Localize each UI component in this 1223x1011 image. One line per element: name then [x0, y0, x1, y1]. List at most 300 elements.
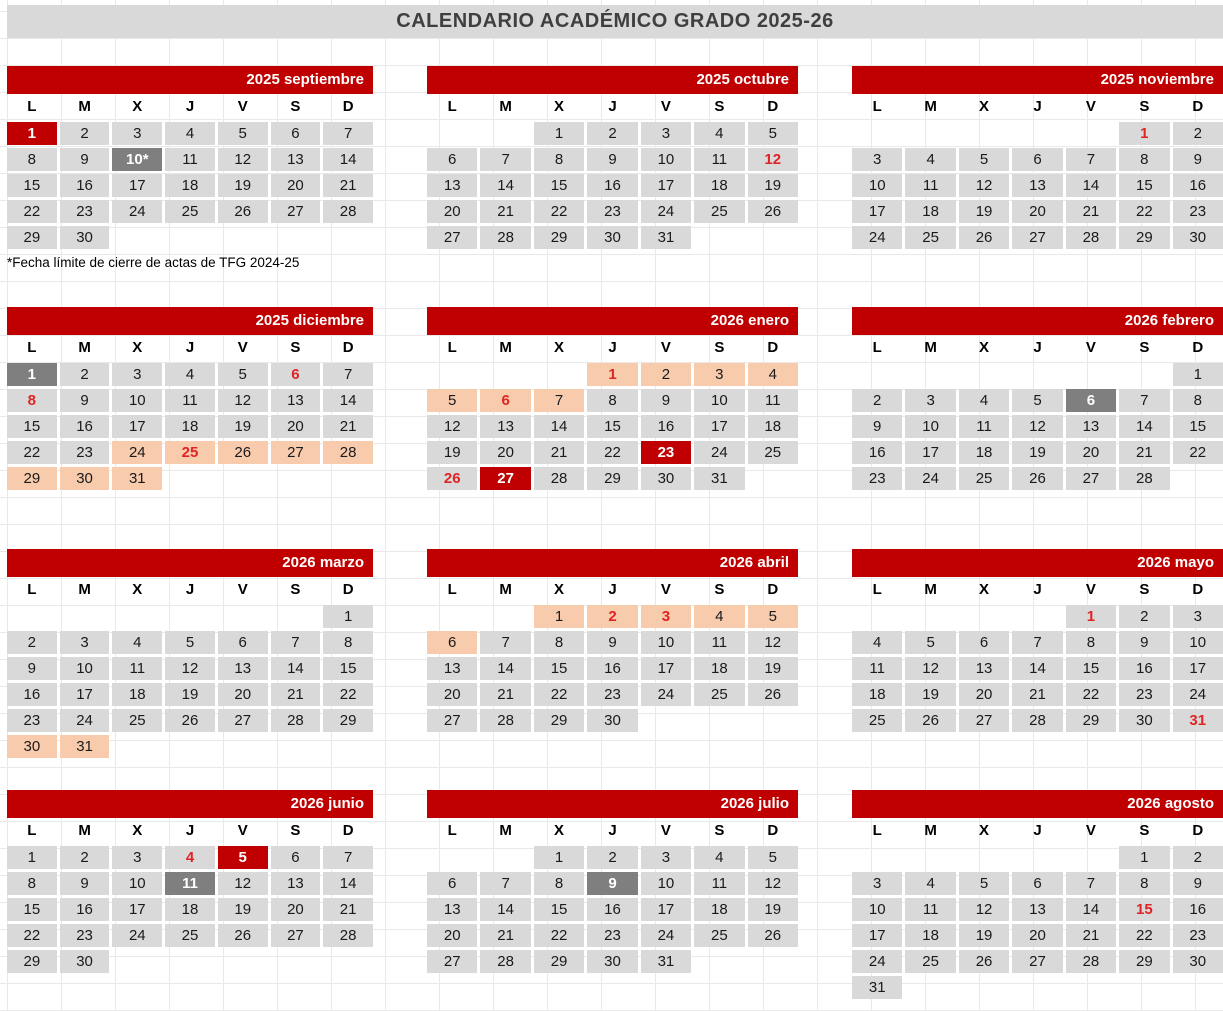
day-cell: 18	[959, 441, 1009, 464]
empty-cell	[112, 950, 162, 973]
day-cell: 11	[165, 872, 215, 895]
week-row	[852, 389, 1223, 412]
weekday-label-D: D	[342, 822, 354, 839]
weekday-label-V: V	[660, 339, 671, 356]
day-cell: 4	[694, 605, 744, 628]
day-cell: 7	[323, 363, 373, 386]
day-cell: 10	[1173, 631, 1223, 654]
empty-cell	[427, 363, 477, 386]
day-cell: 22	[587, 441, 637, 464]
day-cell: 26	[427, 467, 477, 490]
day-cell: 13	[427, 657, 477, 680]
day-cell: 21	[534, 441, 584, 464]
day-cell: 12	[427, 415, 477, 438]
day-cell: 23	[60, 200, 110, 223]
day-cell: 5	[218, 846, 268, 869]
day-cell: 17	[1173, 657, 1223, 680]
day-cell: 14	[323, 148, 373, 171]
day-cell: 20	[271, 415, 321, 438]
empty-cell	[748, 467, 798, 490]
day-cell: 9	[587, 148, 637, 171]
day-cell: 7	[534, 389, 584, 412]
day-cell: 4	[165, 363, 215, 386]
day-cell: 3	[112, 363, 162, 386]
day-cell: 16	[641, 415, 691, 438]
week-row	[427, 467, 798, 490]
month-2025-diciembre	[7, 307, 373, 490]
empty-cell	[1012, 122, 1062, 145]
day-cell: 5	[959, 148, 1009, 171]
day-cell: 22	[1119, 200, 1169, 223]
day-cell: 25	[165, 924, 215, 947]
day-cell: 31	[1173, 709, 1223, 732]
week-row	[852, 200, 1223, 223]
week-row	[7, 872, 373, 895]
empty-cell	[271, 950, 321, 973]
day-cell: 3	[694, 363, 744, 386]
day-cell: 10	[60, 657, 110, 680]
empty-cell	[905, 122, 955, 145]
day-cell: 29	[7, 226, 57, 249]
empty-cell	[480, 363, 530, 386]
day-cell: 29	[7, 950, 57, 973]
week-row	[852, 441, 1223, 464]
weekday-label-S: S	[290, 581, 301, 598]
day-cell: 26	[748, 200, 798, 223]
empty-cell	[905, 605, 955, 628]
day-cell: 25	[165, 441, 215, 464]
month-2025-octubre	[427, 66, 798, 249]
day-cell: 4	[905, 872, 955, 895]
day-cell: 10	[694, 389, 744, 412]
weekday-label-V: V	[660, 822, 671, 839]
day-cell: 19	[905, 683, 955, 706]
weekday-label-V: V	[660, 581, 671, 598]
week-row	[852, 415, 1223, 438]
day-cell: 5	[1012, 389, 1062, 412]
day-cell: 28	[1012, 709, 1062, 732]
weekday-header-row	[852, 819, 1223, 843]
week-row	[427, 363, 798, 386]
day-cell: 7	[1012, 631, 1062, 654]
day-cell: 19	[218, 898, 268, 921]
day-cell: 23	[587, 683, 637, 706]
week-row	[427, 415, 798, 438]
weekday-label-J: J	[1033, 822, 1042, 839]
day-cell: 31	[852, 976, 902, 999]
weekday-label-M: M	[499, 581, 512, 598]
day-cell: 3	[852, 148, 902, 171]
day-cell: 17	[852, 200, 902, 223]
empty-cell	[271, 735, 321, 758]
day-cell: 15	[7, 415, 57, 438]
weekday-label-X: X	[979, 822, 990, 839]
day-cell: 25	[694, 924, 744, 947]
week-row	[852, 846, 1223, 869]
day-cell: 15	[1066, 657, 1116, 680]
empty-cell	[1012, 363, 1062, 386]
day-cell: 26	[218, 200, 268, 223]
day-cell: 17	[641, 657, 691, 680]
day-cell: 9	[7, 657, 57, 680]
week-row	[427, 657, 798, 680]
empty-cell	[694, 950, 744, 973]
empty-cell	[427, 846, 477, 869]
day-cell: 2	[587, 605, 637, 628]
empty-cell	[323, 735, 373, 758]
day-cell: 1	[1066, 605, 1116, 628]
day-cell: 8	[1119, 148, 1169, 171]
day-cell: 22	[7, 924, 57, 947]
day-cell: 11	[694, 631, 744, 654]
weekday-label-L: L	[447, 339, 457, 356]
day-cell: 6	[271, 846, 321, 869]
day-cell: 18	[694, 898, 744, 921]
day-cell: 28	[480, 226, 530, 249]
empty-cell	[852, 363, 902, 386]
empty-cell	[959, 846, 1009, 869]
day-cell: 15	[323, 657, 373, 680]
day-cell: 24	[641, 200, 691, 223]
empty-cell	[165, 605, 215, 628]
day-cell: 26	[959, 226, 1009, 249]
empty-cell	[60, 605, 110, 628]
day-cell: 10	[112, 389, 162, 412]
month-2026-mayo	[852, 549, 1223, 732]
day-cell: 1	[323, 605, 373, 628]
weekday-label-M: M	[924, 822, 937, 839]
day-cell: 17	[641, 174, 691, 197]
empty-cell	[1173, 467, 1223, 490]
day-cell: 23	[1173, 924, 1223, 947]
day-cell: 9	[1173, 148, 1223, 171]
weekday-label-J: J	[1033, 339, 1042, 356]
empty-cell	[165, 735, 215, 758]
empty-cell	[748, 226, 798, 249]
week-row	[7, 148, 373, 171]
empty-cell	[323, 226, 373, 249]
week-row	[852, 148, 1223, 171]
day-cell: 24	[905, 467, 955, 490]
month-header: 2026 mayo	[852, 549, 1223, 577]
day-cell: 22	[534, 683, 584, 706]
day-cell: 11	[959, 415, 1009, 438]
day-cell: 16	[60, 898, 110, 921]
month-header: 2025 septiembre	[7, 66, 373, 94]
day-cell: 3	[852, 872, 902, 895]
day-cell: 1	[534, 846, 584, 869]
month-header: 2026 julio	[427, 790, 798, 818]
month-2026-junio	[7, 790, 373, 973]
empty-cell	[852, 846, 902, 869]
day-cell: 22	[534, 200, 584, 223]
day-cell: 13	[271, 872, 321, 895]
weekday-label-L: L	[447, 581, 457, 598]
day-cell: 10	[112, 872, 162, 895]
month-header: 2026 marzo	[7, 549, 373, 577]
day-cell: 30	[60, 950, 110, 973]
day-cell: 28	[1066, 226, 1116, 249]
week-row	[852, 631, 1223, 654]
day-cell: 29	[1119, 226, 1169, 249]
day-cell: 13	[218, 657, 268, 680]
weekday-label-V: V	[1085, 339, 1096, 356]
week-row	[427, 846, 798, 869]
empty-cell	[1066, 363, 1116, 386]
day-cell: 23	[852, 467, 902, 490]
day-cell: 27	[271, 924, 321, 947]
day-cell: 31	[60, 735, 110, 758]
day-cell: 28	[534, 467, 584, 490]
month-2026-abril	[427, 549, 798, 732]
day-cell: 26	[959, 950, 1009, 973]
weekday-label-M: M	[499, 822, 512, 839]
day-cell: 17	[852, 924, 902, 947]
day-cell: 5	[165, 631, 215, 654]
day-cell: 30	[1173, 950, 1223, 973]
empty-cell	[112, 605, 162, 628]
day-cell: 8	[7, 389, 57, 412]
day-cell: 19	[218, 415, 268, 438]
day-cell: 1	[1119, 122, 1169, 145]
week-row	[427, 148, 798, 171]
day-cell: 5	[218, 363, 268, 386]
day-cell: 18	[165, 415, 215, 438]
day-cell: 14	[480, 898, 530, 921]
weekday-label-L: L	[447, 98, 457, 115]
weekday-label-D: D	[1192, 339, 1204, 356]
day-cell: 18	[905, 200, 955, 223]
day-cell: 22	[7, 441, 57, 464]
weekday-label-J: J	[1033, 581, 1042, 598]
weekday-label-J: J	[608, 581, 617, 598]
weekday-label-J: J	[185, 822, 195, 839]
day-cell: 21	[323, 174, 373, 197]
day-cell: 28	[323, 441, 373, 464]
day-cell: 6	[218, 631, 268, 654]
empty-cell	[112, 226, 162, 249]
month-header: 2025 noviembre	[852, 66, 1223, 94]
day-cell: 23	[1119, 683, 1169, 706]
weekday-label-L: L	[872, 339, 882, 356]
weekday-label-M: M	[78, 581, 91, 598]
day-cell: 14	[323, 872, 373, 895]
month-header: 2026 febrero	[852, 307, 1223, 335]
day-cell: 21	[480, 924, 530, 947]
month-2026-enero	[427, 307, 798, 490]
weekday-label-X: X	[554, 339, 565, 356]
weekday-label-J: J	[185, 98, 195, 115]
day-cell: 19	[959, 924, 1009, 947]
empty-cell	[218, 735, 268, 758]
day-cell: 14	[534, 415, 584, 438]
month-2026-marzo	[7, 549, 373, 758]
empty-cell	[959, 605, 1009, 628]
day-cell: 17	[905, 441, 955, 464]
day-cell: 30	[587, 226, 637, 249]
weekday-header-row	[852, 578, 1223, 602]
weekday-label-D: D	[342, 339, 354, 356]
day-cell: 19	[427, 441, 477, 464]
day-cell: 22	[1066, 683, 1116, 706]
day-cell: 25	[694, 200, 744, 223]
empty-cell	[959, 976, 1009, 999]
day-cell: 27	[1012, 226, 1062, 249]
day-cell: 18	[165, 174, 215, 197]
weekday-label-V: V	[1085, 581, 1096, 598]
day-cell: 5	[218, 122, 268, 145]
day-cell: 1	[1119, 846, 1169, 869]
week-row	[7, 200, 373, 223]
day-cell: 26	[165, 709, 215, 732]
week-row	[852, 605, 1223, 628]
day-cell: 3	[1173, 605, 1223, 628]
week-row	[852, 683, 1223, 706]
week-row	[852, 363, 1223, 386]
month-2026-julio	[427, 790, 798, 973]
week-row	[7, 683, 373, 706]
day-cell: 27	[218, 709, 268, 732]
day-cell: 11	[112, 657, 162, 680]
day-cell: 18	[852, 683, 902, 706]
day-cell: 27	[480, 467, 530, 490]
day-cell: 20	[480, 441, 530, 464]
week-row	[7, 735, 373, 758]
day-cell: 20	[1012, 924, 1062, 947]
week-row	[7, 657, 373, 680]
day-cell: 6	[1066, 389, 1116, 412]
day-cell: 9	[60, 872, 110, 895]
day-cell: 2	[641, 363, 691, 386]
day-cell: 29	[534, 950, 584, 973]
day-cell: 1	[534, 605, 584, 628]
empty-cell	[165, 467, 215, 490]
day-cell: 15	[1119, 898, 1169, 921]
day-cell: 14	[1012, 657, 1062, 680]
weekday-label-M: M	[924, 98, 937, 115]
week-row	[7, 898, 373, 921]
day-cell: 3	[905, 389, 955, 412]
empty-cell	[271, 226, 321, 249]
empty-cell	[905, 976, 955, 999]
weekday-label-X: X	[554, 581, 565, 598]
day-cell: 8	[7, 872, 57, 895]
weekday-header-row	[427, 336, 798, 360]
day-cell: 11	[748, 389, 798, 412]
day-cell: 16	[852, 441, 902, 464]
day-cell: 11	[165, 389, 215, 412]
day-cell: 7	[480, 631, 530, 654]
weekday-label-S: S	[1139, 98, 1150, 115]
day-cell: 20	[1012, 200, 1062, 223]
empty-cell	[323, 467, 373, 490]
weekday-label-M: M	[78, 98, 91, 115]
empty-cell	[1119, 363, 1169, 386]
week-row	[427, 950, 798, 973]
day-cell: 26	[748, 683, 798, 706]
weekday-label-M: M	[924, 581, 937, 598]
day-cell: 8	[1066, 631, 1116, 654]
empty-cell	[271, 467, 321, 490]
day-cell: 2	[60, 122, 110, 145]
day-cell: 25	[959, 467, 1009, 490]
day-cell: 9	[587, 872, 637, 895]
day-cell: 12	[748, 631, 798, 654]
empty-cell	[1066, 122, 1116, 145]
weekday-label-J: J	[608, 339, 617, 356]
day-cell: 1	[1173, 363, 1223, 386]
day-cell: 14	[1066, 898, 1116, 921]
day-cell: 12	[959, 898, 1009, 921]
day-cell: 26	[905, 709, 955, 732]
day-cell: 28	[271, 709, 321, 732]
day-cell: 19	[748, 898, 798, 921]
day-cell: 4	[165, 846, 215, 869]
weekday-label-V: V	[1085, 98, 1096, 115]
empty-cell	[480, 846, 530, 869]
day-cell: 27	[427, 950, 477, 973]
empty-cell	[1119, 976, 1169, 999]
week-row	[7, 709, 373, 732]
page-title: CALENDARIO ACADÉMICO GRADO 2025-26	[7, 5, 1223, 38]
week-row	[427, 441, 798, 464]
week-row	[7, 122, 373, 145]
weekday-label-S: S	[714, 822, 725, 839]
week-row	[852, 709, 1223, 732]
empty-cell	[218, 467, 268, 490]
day-cell: 27	[1012, 950, 1062, 973]
empty-cell	[694, 709, 744, 732]
day-cell: 3	[112, 122, 162, 145]
day-cell: 15	[7, 174, 57, 197]
weekday-label-X: X	[132, 822, 143, 839]
day-cell: 25	[748, 441, 798, 464]
month-2026-febrero	[852, 307, 1223, 490]
day-cell: 16	[60, 415, 110, 438]
weekday-label-L: L	[27, 98, 37, 115]
day-cell: 25	[905, 950, 955, 973]
day-cell: 1	[7, 846, 57, 869]
empty-cell	[218, 950, 268, 973]
weekday-label-S: S	[290, 339, 301, 356]
day-cell: 1	[7, 122, 57, 145]
weekday-label-D: D	[767, 581, 779, 598]
weekday-header-row	[852, 95, 1223, 119]
weekday-label-S: S	[1139, 581, 1150, 598]
day-cell: 16	[1119, 657, 1169, 680]
week-row	[7, 226, 373, 249]
day-cell: 9	[587, 631, 637, 654]
day-cell: 17	[641, 898, 691, 921]
day-cell: 31	[694, 467, 744, 490]
empty-cell	[427, 122, 477, 145]
day-cell: 2	[1173, 846, 1223, 869]
day-cell: 20	[427, 683, 477, 706]
day-cell: 25	[852, 709, 902, 732]
day-cell: 20	[218, 683, 268, 706]
weekday-label-L: L	[27, 822, 37, 839]
day-cell: 30	[60, 467, 110, 490]
weekday-label-S: S	[290, 822, 301, 839]
week-row	[427, 872, 798, 895]
weekday-label-M: M	[78, 822, 91, 839]
weekday-label-X: X	[132, 98, 143, 115]
week-row	[427, 174, 798, 197]
day-cell: 2	[1119, 605, 1169, 628]
empty-cell	[852, 122, 902, 145]
day-cell: 8	[534, 631, 584, 654]
day-cell: 13	[1066, 415, 1116, 438]
